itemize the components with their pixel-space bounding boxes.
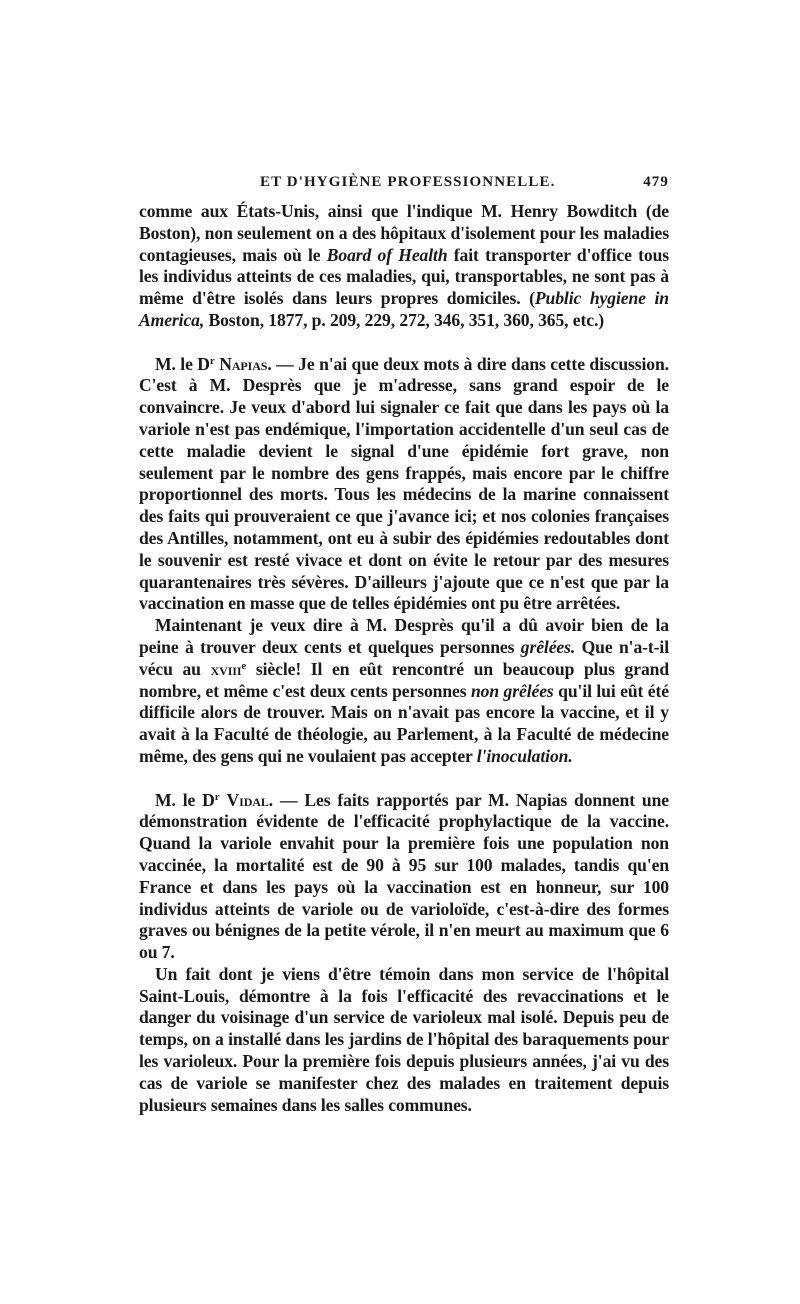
paragraph-maintenant (139, 615, 669, 768)
text-run: Un fait dont je viens d'être témoin dans mon service de l'hôpital Saint-Louis, démontre à la fois l'efficacité des revaccinations et le danger du voisinage d'un service de varioleux mal isolé. Depuis peu de temps, on a installé dans les jardins de l'hôpital des baraquements pour les varioleux. Pour la première fois depuis plusieurs années, j'ai vu des cas de variole se manifester chez des malades en traitement depuis plusieurs semaines dans les salles communes. (139, 963, 669, 1115)
speaker-prefix: M. le D (155, 353, 210, 374)
century-sup: e (241, 659, 247, 672)
speaker-sup: r (209, 354, 215, 367)
italic-run: Public hygiene in America, (139, 288, 669, 330)
text-run: Boston, 1877, p. 209, 229, 272, 346, 351, 360, 365, etc.) (204, 309, 604, 330)
paragraph-bowditch (139, 201, 669, 332)
page-number: 479 (643, 174, 669, 190)
paragraph-vidal (139, 790, 669, 964)
running-header (139, 174, 669, 196)
text-run: comme aux États-Unis, ainsi que l'indique M. Henry Bowditch (de Boston), non seulement on a des hôpitaux d'isolement pour les maladies contagieuses, mais où le (139, 201, 669, 265)
text-run: Maintenant je veux dire à M. Desprès qu'il a dû avoir bien de la peine à trouver deux cents et quelques personnes (139, 615, 669, 657)
text-run: Que n'a-t-il vécu au (139, 636, 670, 679)
text-run: fait transporter d'office tous les individus atteints de ces maladies, qui, transportables, ne sont pas à même d'être isolés dans leurs propres domiciles. ( (139, 244, 669, 309)
text-run: — Je n'ai que deux mots à dire dans cette discussion. C'est à M. Desprès que je m'adresse, sans grand espoir de le convaincre. Je veux d'abord lui signaler ce fait que dans les pays où la variole n'est pas endémique, l'importation accidentelle d'un seul cas de cette maladie devient le signal d'une épidémie fort grave, non seulement par le nombre des gens frappés, mais encore par le chiffre proportionnel des morts. Tous les médecins de la marine connaissent des faits qui prouveraient ce que j'avance ici; et nos colonies françaises des Antilles, notamment, ont eu à subir des épidémies redoutables dont le souvenir est resté vivace et dont on évite le retour par des mesures quarantenaires très sévères. D'ailleurs j'ajoute que ce n'est que par la vaccination en masse que de telles épidémies ont pu être arrêtées. (139, 353, 669, 614)
speaker-sup: r (214, 790, 220, 803)
text-run: — Les faits rapportés par M. Napias donnent une démonstration évidente de l'efficacité prophylactique de la vaccine. Quand la variole envahit pour la première fois une population non vaccinée, la mortalité est de 90 à 95 sur 100 malades, tandis qu'en France et dans les pays où la vaccination est en honneur, sur 100 individus atteints de variole ou de varioloïde, c'est-à-dire des formes graves ou bénignes de la petite vérole, il n'en meurt au maximum que 6 ou 7. (139, 789, 669, 963)
paragraph-saint-louis (139, 964, 669, 1117)
speaker-name: Vidal. (226, 789, 274, 810)
paragraph-napias (139, 354, 669, 616)
text-run: siècle! Il en eût rencontré un beaucoup plus grand nombre, et même c'est deux cents personnes (139, 658, 670, 701)
speaker-name: Napias. (219, 353, 272, 374)
text-run: qu'il lui eût été difficile alors de trouver. Mais on n'avait pas encore la vaccine, et il y avait à la Faculté de théologie, au Parlement, à la Faculté de médecine même, des gens qui ne voulaient pas accepter (139, 680, 669, 766)
italic-run: non grêlées (470, 680, 554, 701)
italic-run: Board of Health (326, 244, 448, 265)
italic-run: l'inoculation. (476, 745, 573, 766)
speaker-prefix: M. le D (155, 789, 215, 810)
body-text (139, 201, 669, 1116)
running-title: ET D'HYGIÈNE PROFESSIONNELLE. (260, 174, 556, 190)
italic-run: grêlées. (520, 636, 576, 657)
century-numeral: xviii (210, 658, 242, 679)
